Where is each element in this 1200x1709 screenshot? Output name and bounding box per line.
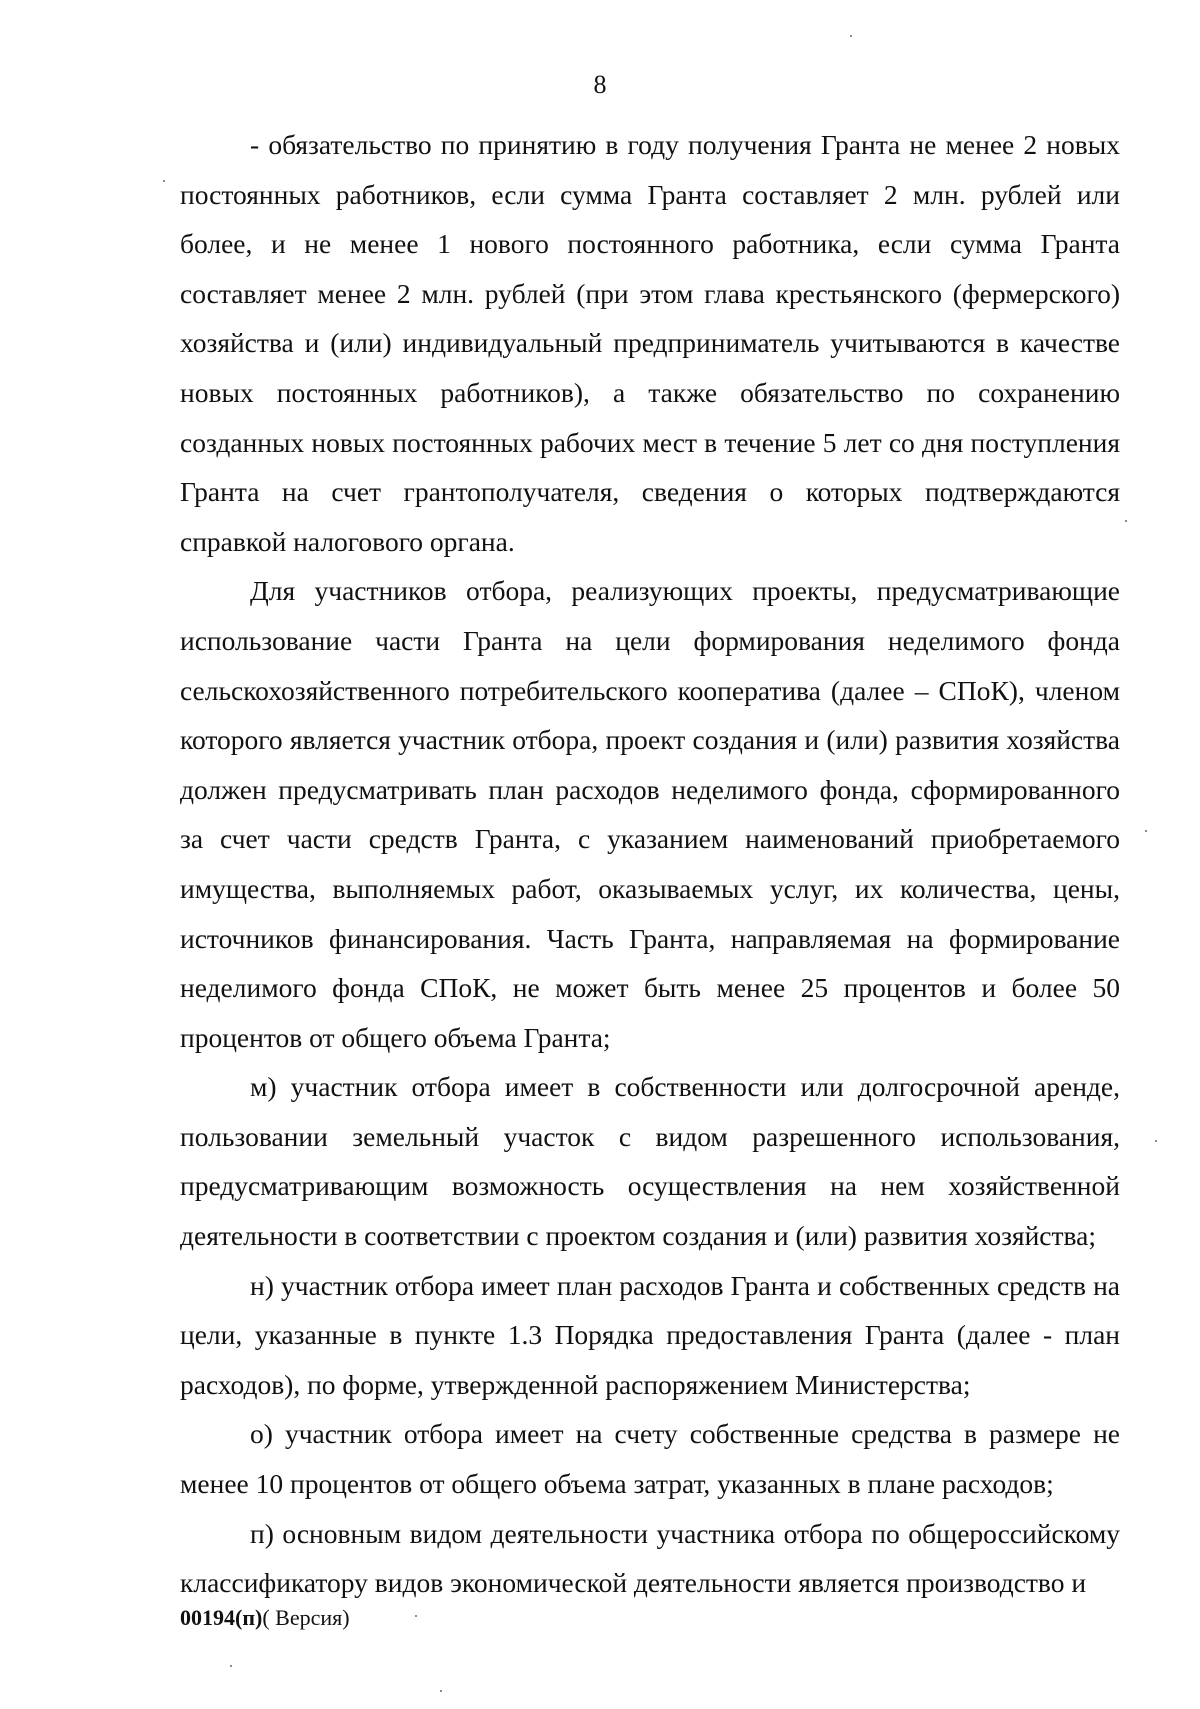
scan-speck <box>1155 1140 1157 1142</box>
page-number: 8 <box>593 70 607 99</box>
scan-speck <box>415 1615 417 1617</box>
document-version: ( Версия) <box>262 1605 350 1630</box>
scan-speck <box>440 1690 442 1692</box>
paragraph-spok-fund: Для участников отбора, реализующих проекты, предусматривающие использование части Гранта на цели формирования неделимого фонда сельскохозяйственного потребительского кооператива (далее – СПоК), членом которого является участник отбора, проект создания и (или) развития хозяйства должен предусматривать план расходов неделимого фонда, сформированного за счет части средств Гранта, с указанием наименований приобретаемого имущества, выполняемых работ, оказываемых услуг, их количества, цены, источников финансирования. Часть Гранта, направляемая на формирование неделимого фонда СПоК, не может быть менее 25 процентов и более 50 процентов от общего объема Гранта; <box>180 575 1120 1053</box>
scan-speck <box>163 180 165 182</box>
paragraph-item-o: о) участник отбора имеет на счету собственные средства в размере не менее 10 процентов от общего объема затрат, указанных в плане расходов; <box>180 1418 1120 1500</box>
scan-speck <box>1145 830 1147 832</box>
scan-speck <box>850 35 852 37</box>
scan-speck <box>230 1665 232 1667</box>
paragraph-item-n: н) участник отбора имеет план расходов Гранта и собственных средств на цели, указанные в пункте 1.3 Порядка предоставления Гранта (далее - план расходов), по форме, утвержденной распоряжением Министерства; <box>180 1269 1120 1400</box>
document-body <box>180 120 1120 1608</box>
paragraph-item-p: п) основным видом деятельности участника отбора по общероссийскому классификатору видов экономической деятельности является производство и <box>180 1517 1120 1599</box>
paragraph-employment-obligation: - обязательство по принятию в году получения Гранта не менее 2 новых постоянных работников, если сумма Гранта составляет 2 млн. рублей или более, и не менее 1 нового постоянного работника, если сумма Гранта составляет менее 2 млн. рублей (при этом глава крестьянского (фермерского) хозяйства и (или) индивидуальный предприниматель учитываются в качестве новых постоянных работников), а также обязательство по сохранению созданных новых постоянных рабочих мест в течение 5 лет со дня поступления Гранта на счет грантополучателя, сведения о которых подтверждаются справкой налогового органа. <box>180 129 1120 557</box>
document-footer <box>180 1605 350 1631</box>
document-code: 00194(п) <box>180 1605 263 1630</box>
paragraph-item-m: м) участник отбора имеет в собственности или долгосрочной аренде, пользовании земельный участок с видом разрешенного использования, предусматривающим возможность осуществления на нем хозяйственной деятельности в соответствии с проектом создания и (или) развития хозяйства; <box>180 1071 1120 1252</box>
scan-speck <box>1125 520 1127 522</box>
